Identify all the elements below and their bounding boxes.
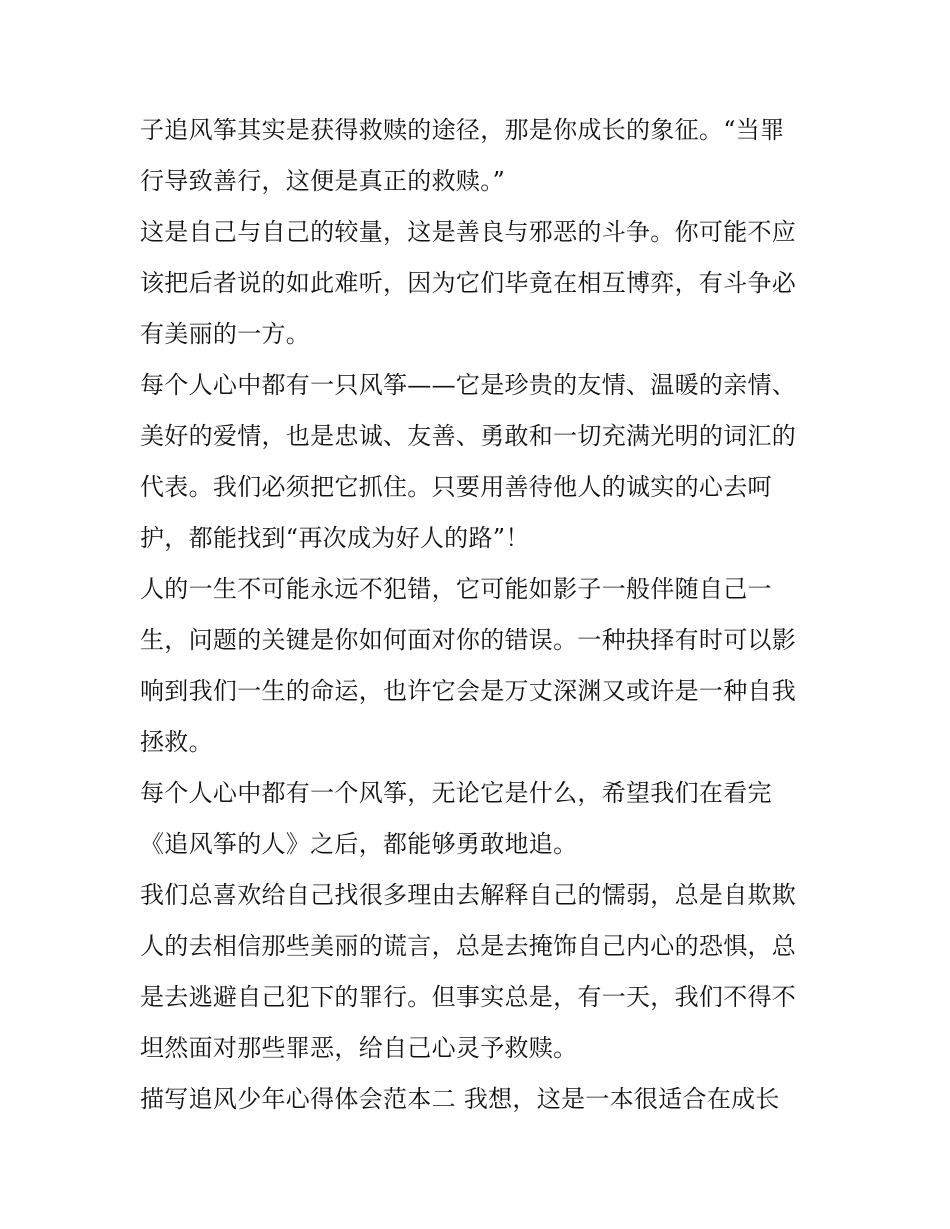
text-line: 护，都能找到“再次成为好人的路”！ — [140, 524, 530, 552]
text-line: 代表。我们必须把它抓住。只要用善待他人的诚实的心去呵 — [140, 473, 772, 501]
text-line: 响到我们一生的命运，也许它会是万丈深渊又或许是一种自我 — [140, 677, 797, 705]
text-line: 有美丽的一方。 — [140, 320, 311, 348]
text-line: 该把后者说的如此难听，因为它们毕竟在相互博弈，有斗争必 — [140, 269, 797, 297]
text-line: 拯救。 — [140, 728, 213, 756]
text-line: 人的去相信那些美丽的谎言，总是去掩饰自己内心的恐惧，总 — [140, 932, 797, 960]
text-line: 人的一生不可能永远不犯错，它可能如影子一般伴随自己一 — [140, 575, 772, 603]
text-line: 《追风筝的人》之后，都能够勇敢地追。 — [140, 830, 578, 858]
text-line: 描写追风少年心得体会范本二 我想，这是一本很适合在成长 — [140, 1085, 780, 1113]
text-line: 每个人心中都有一只风筝——它是珍贵的友情、温暖的亲情、 — [140, 371, 797, 399]
text-line: 行导致善行，这便是真正的救赎。” — [140, 167, 506, 195]
text-line: 这是自己与自己的较量，这是善良与邪恶的斗争。你可能不应 — [140, 218, 797, 246]
text-line: 美好的爱情，也是忠诚、友善、勇敢和一切充满光明的词汇的 — [140, 422, 797, 450]
text-line: 坦然面对那些罪恶，给自己心灵予救赎。 — [140, 1034, 578, 1062]
text-line: 是去逃避自己犯下的罪行。但事实总是，有一天，我们不得不 — [140, 983, 797, 1011]
text-line: 每个人心中都有一个风筝，无论它是什么，希望我们在看完 — [140, 779, 772, 807]
text-line: 子追风筝其实是获得救赎的途径，那是你成长的象征。“当罪 — [140, 116, 785, 144]
text-line: 我们总喜欢给自己找很多理由去解释自己的懦弱，总是自欺欺 — [140, 881, 797, 909]
body-text — [140, 105, 820, 1125]
text-line: 生，问题的关键是你如何面对你的错误。一种抉择有时可以影 — [140, 626, 797, 654]
